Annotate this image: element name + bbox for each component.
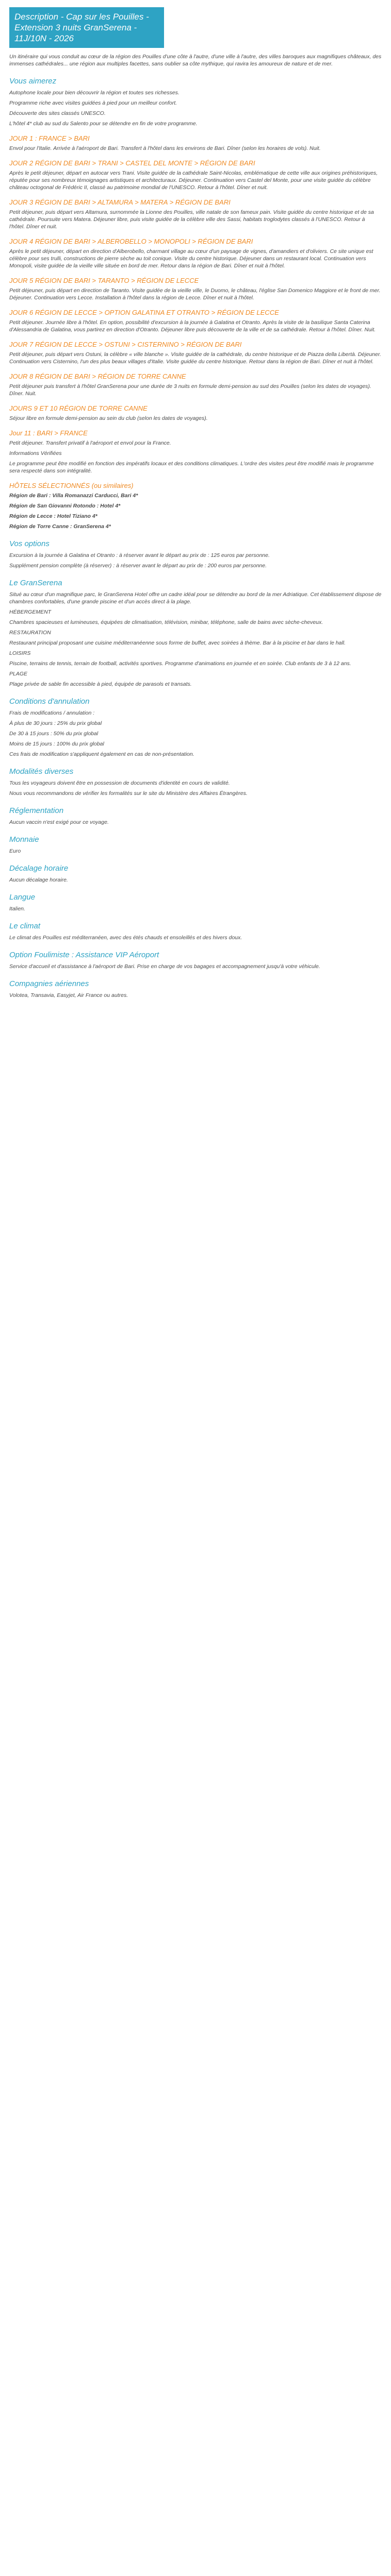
day-heading: JOUR 7 RÉGION DE LECCE > OSTUNI > CISTERNINO > RÉGION DE BARI: [9, 341, 242, 348]
day-description: Petit déjeuner puis transfert à l'hôtel GranSerena pour une durée de 3 nuits en formule demi-pension au sud des Pouilles (selon les dates de voyages). Dîner. Nuit.: [9, 383, 371, 397]
option-item: Supplément pension complète (à réserver) : à réserver avant le départ au prix de : 200 euros par personne.: [9, 563, 267, 569]
hotel-gs-text: LOISIRS: [9, 650, 31, 656]
inclus-list: [9, 89, 382, 127]
section-heading-climat: Le climat: [9, 922, 41, 930]
day-description: Petit déjeuner, puis départ vers Ostuni, la célèbre « ville blanche ». Visite guidée de la cathédrale, du centre historique et de Piazza della Libertà. Déjeuner. Continuation vers Cisternino, l'un des plus beaux villages d'Italie. Visite guidée du centre historique. Retour dans la région de Bari. Dîner et nuit à l'hôtel.: [9, 351, 381, 365]
section-heading-monnaie: Monnaie: [9, 835, 39, 844]
section-heading-modalites: Modalités diverses: [9, 767, 74, 776]
day-description: Après le petit déjeuner, départ en direction d'Alberobello, charmant village au cœur d'un paysage de vignes, d'amandiers et d'oliviers. Ce site unique est célèbre pour ses trulli, constructions de pierre sèche au toit conique. Visite du centre historique. Déjeuner dans un restaurant local. Continuation vers Monopoli, visite guidée de la vieille ville située en bord de mer. Retour dans la région de Bari. Dîner et nuit à l'hôtel.: [9, 248, 373, 269]
hotel-gs-text: Situé au cœur d'un magnifique parc, le GranSerena Hotel offre un cadre idéal pour se détendre au bord de la mer Adriatique. Cet établissement dispose de chambres confortables, d'une grande piscine et d'un accès direct à la plage.: [9, 591, 382, 605]
hotel-gs-text: RESTAURATION: [9, 630, 51, 636]
day-description: Petit déjeuner, puis départ vers Altamura, surnommée la Lionne des Pouilles, ville natale de son fameux pain. Visite guidée du centre historique et de sa cathédrale. Poursuite vers Matera. Déjeuner libre, puis visite guidée de la célèbre ville des Sassi, habitats troglodytes classés à l'UNESCO. Retour à l'hôtel. Dîner et nuit.: [9, 209, 374, 230]
assistance-text: Service d'accueil et d'assistance à l'aéroport de Bari. Prise en charge de vos bagages et accompagnement jusqu'à votre véhicule.: [9, 963, 320, 970]
day-heading: JOUR 3 RÉGION DE BARI > ALTAMURA > MATERA > RÉGION DE BARI: [9, 198, 231, 206]
day-description: Séjour libre en formule demi-pension au sein du club (selon les dates de voyages).: [9, 415, 208, 421]
conditions-text: Moins de 15 jours : 100% du prix global: [9, 741, 104, 747]
section-heading-assistance: Option Foulimiste : Assistance VIP Aéroport: [9, 951, 159, 959]
section-heading-conditions: Conditions d'annulation: [9, 697, 90, 706]
langue-text: Italien.: [9, 906, 25, 912]
inclus-item: Programme riche avec visites guidées à pied pour un meilleur confort.: [9, 100, 177, 106]
day-description: Après le petit déjeuner, départ en autocar vers Trani. Visite guidée de la cathédrale Saint-Nicolas, emblématique de cette ville aux origines préhistoriques, réputée pour ses nombreux témoignages artistiques et architecturaux. Déjeuner. Continuation vers Castel del Monte, pour une visite guidée du célèbre château octogonal de Frédéric II, classé au patrimoine mondial de l'UNESCO. Retour à l'hôtel. Dîner et nuit.: [9, 170, 378, 191]
hotel-gs-text: Restaurant principal proposant une cuisine méditerranéenne sous forme de buffet, avec soirées à thème. Bar à la piscine et bar dans le hall.: [9, 640, 346, 646]
day-description: Petit déjeuner. Transfert privatif à l'aéroport et envol pour la France.: [9, 440, 171, 446]
hotel-gs-text: Chambres spacieuses et lumineuses, équipées de climatisation, télévision, minibar, téléphone, salle de bains avec sèche-cheveux.: [9, 619, 323, 625]
inclus-item: Autophone locale pour bien découvrir la région et toutes ses richesses.: [9, 90, 180, 96]
inclus-item: Découverte des sites classés UNESCO.: [9, 110, 106, 116]
inclus-item: L'hôtel 4* club au sud du Salento pour se détendre en fin de votre programme.: [9, 121, 198, 127]
decalage-text: Aucun décalage horaire.: [9, 877, 68, 883]
section-heading-hotel-gs: Le GranSerena: [9, 579, 62, 587]
section-heading-inclus: Vous aimerez: [9, 77, 57, 86]
hotel-gs-text: PLAGE: [9, 671, 28, 677]
option-item: Excursion à la journée à Galatina et Otranto : à réserver avant le départ au prix de : 125 euros par personne.: [9, 552, 270, 558]
conditions-text: À plus de 30 jours : 25% du prix global: [9, 720, 102, 726]
hotel-gs-text: Plage privée de sable fin accessible à pied, équipée de parasols et transats.: [9, 681, 192, 687]
intro-text: Un itinéraire qui vous conduit au cœur de la région des Pouilles d'une côte à l'autre, d'une ville à l'autre, des villes baroques aux magnifiques châteaux, des immenses cathédrales... une région aux multiples facettes, sans oublier sa côte mythique, qui ravira les amoureux de nature et de mer.: [9, 54, 382, 67]
hotel-gs-text: Piscine, terrains de tennis, terrain de football, activités sportives. Programme d'animations en journée et en soirée. Club enfants de 3 à 12 ans.: [9, 660, 351, 667]
conditions-text: De 30 à 15 jours : 50% du prix global: [9, 731, 99, 737]
compagnies-text: Volotea, Transavia, Easyjet, Air France ou autres.: [9, 992, 128, 998]
day-description: Envol pour l'Italie. Arrivée à l'aéroport de Bari. Transfert à l'hôtel dans les environs de Bari. Dîner (selon les horaires de vols). Nuit.: [9, 145, 321, 151]
hotel-item: Région de Lecce : Hotel Tiziano 4*: [9, 513, 97, 519]
hotel-item: Région de Torre Canne : GranSerena 4*: [9, 523, 111, 530]
section-heading-hotels: HÔTELS SÉLECTIONNÉS (ou similaires): [9, 482, 134, 489]
conditions-text: Ces frais de modification s'appliquent également en cas de non-présentation.: [9, 751, 194, 757]
day-heading: JOUR 2 RÉGION DE BARI > TRANI > CASTEL DEL MONTE > RÉGION DE BARI: [9, 159, 255, 167]
section-heading-decalage: Décalage horaire: [9, 864, 69, 873]
hotel-gs-text: HÉBERGEMENT: [9, 609, 52, 615]
section-heading-options: Vos options: [9, 539, 50, 548]
day-heading: JOUR 4 RÉGION DE BARI > ALBEROBELLO > MONOPOLI > RÉGION DE BARI: [9, 238, 253, 245]
day-heading: JOUR 6 RÉGION DE LECCE > OPTION GALATINA ET OTRANTO > RÉGION DE LECCE: [9, 309, 279, 316]
day-heading: Jour 11 : BARI > FRANCE: [9, 429, 88, 437]
day-heading: JOURS 9 ET 10 RÉGION DE TORRE CANNE: [9, 404, 148, 412]
hotel-item: Région de San Giovanni Rotondo : Hotel 4*: [9, 503, 121, 509]
modalites-text: Tous les voyageurs doivent être en possession de documents d'identité en cours de validité.: [9, 780, 230, 786]
conditions-text: Frais de modifications / annulation :: [9, 710, 95, 716]
monnaie-text: Euro: [9, 848, 21, 854]
day-heading: JOUR 8 RÉGION DE BARI > RÉGION DE TORRE CANNE: [9, 372, 186, 380]
section-heading-reglements: Réglementation: [9, 806, 64, 815]
climat-text: Le climat des Pouilles est méditerranéen, avec des étés chauds et ensoleillés et des hivers doux.: [9, 935, 242, 941]
day-description: Petit déjeuner, puis départ en direction de Taranto. Visite guidée de la vieille ville, le Duomo, le château, l'église San Domenico Maggiore et le front de mer. Déjeuner. Continuation vers Lecce. Installation à l'hôtel dans la région de Lecce. Dîner et nuit à l'hôtel.: [9, 287, 381, 301]
section-heading-compagnies: Compagnies aériennes: [9, 979, 89, 988]
modalites-text: Nous vous recommandons de vérifier les formalités sur le site du Ministère des Affaires Étrangères.: [9, 790, 248, 796]
info-label: Informations Vérifiées: [9, 450, 62, 456]
day-heading: JOUR 1 : FRANCE > BARI: [9, 134, 90, 142]
section-heading-langue: Langue: [9, 893, 36, 902]
itinerary: [9, 134, 382, 447]
reglements-text: Aucun vaccin n'est exigé pour ce voyage.: [9, 819, 109, 825]
day-heading: JOUR 5 RÉGION DE BARI > TARANTO > RÉGION DE LECCE: [9, 277, 199, 284]
page-title-banner: Description - Cap sur les Pouilles - Extension 3 nuits GranSerena - 11J/10N - 2026: [9, 7, 164, 48]
hotel-item: Région de Bari : Villa Romanazzi Carducci, Bari 4*: [9, 493, 138, 499]
day-description: Petit déjeuner. Journée libre à l'hôtel. En option, possibilité d'excursion à la journée à Galatina et Otranto. Après la visite de la basilique Santa Caterina d'Alessandria de Galatina, vous partirez en direction d'Otranto. Déjeuner libre puis découverte de la ville et de sa cathédrale. Retour à l'hôtel. Dîner. Nuit.: [9, 319, 376, 333]
info-text: Le programme peut être modifié en fonction des impératifs locaux et des conditions climatiques. L'ordre des visites peut être modifié mais le programme sera respecté dans son intégralité.: [9, 461, 374, 474]
